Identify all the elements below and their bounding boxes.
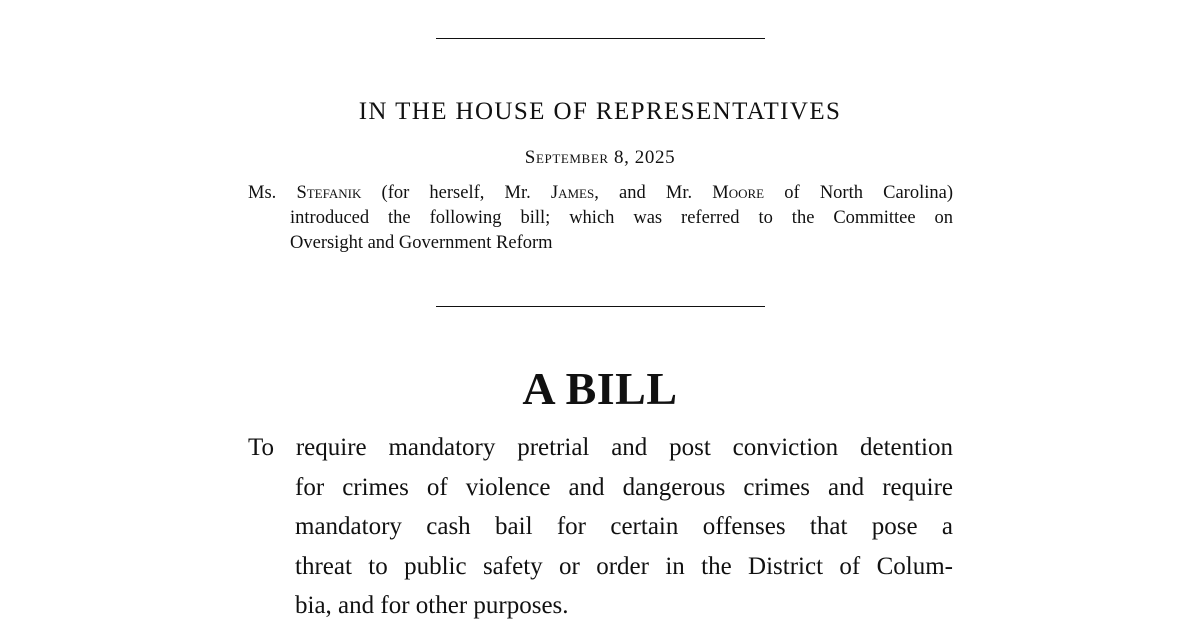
purpose-line-5: bia, and for other purposes. (295, 592, 569, 619)
introduction-date: September 8, 2025 (524, 147, 676, 168)
sponsor-name-stefanik: Stefanik (296, 183, 362, 203)
sponsor-name-james: James (550, 183, 595, 203)
sponsor-name-moore: Moore (712, 183, 765, 203)
purpose-line-4: threat to public safety or order in the District of Colum- (295, 552, 953, 580)
sponsor-line-2: introduced the following bill; which was referred to the Committee on (290, 208, 953, 228)
sponsor-text: (for herself, Mr. (361, 183, 551, 203)
sponsor-paragraph (248, 181, 953, 256)
sponsor-text: of North Carolina) (764, 183, 953, 203)
bill-purpose (248, 428, 953, 626)
purpose-line-3: mandatory cash bail for certain offenses that pose a (295, 513, 953, 540)
sponsor-line-1 (248, 181, 953, 206)
sponsor-text: , and Mr. (594, 183, 713, 203)
middle-rule (436, 306, 765, 307)
chamber-heading: IN THE HOUSE OF REPRESENTATIVES (358, 98, 842, 125)
bill-title: A BILL (522, 363, 678, 414)
purpose-line-2: for crimes of violence and dangerous crimes and require (295, 473, 953, 501)
top-rule (436, 38, 765, 39)
sponsor-title: Ms. (248, 183, 297, 203)
sponsor-line-3: Oversight and Government Reform (290, 233, 553, 253)
purpose-line-1: To require mandatory pretrial and post conviction detention (248, 434, 953, 461)
